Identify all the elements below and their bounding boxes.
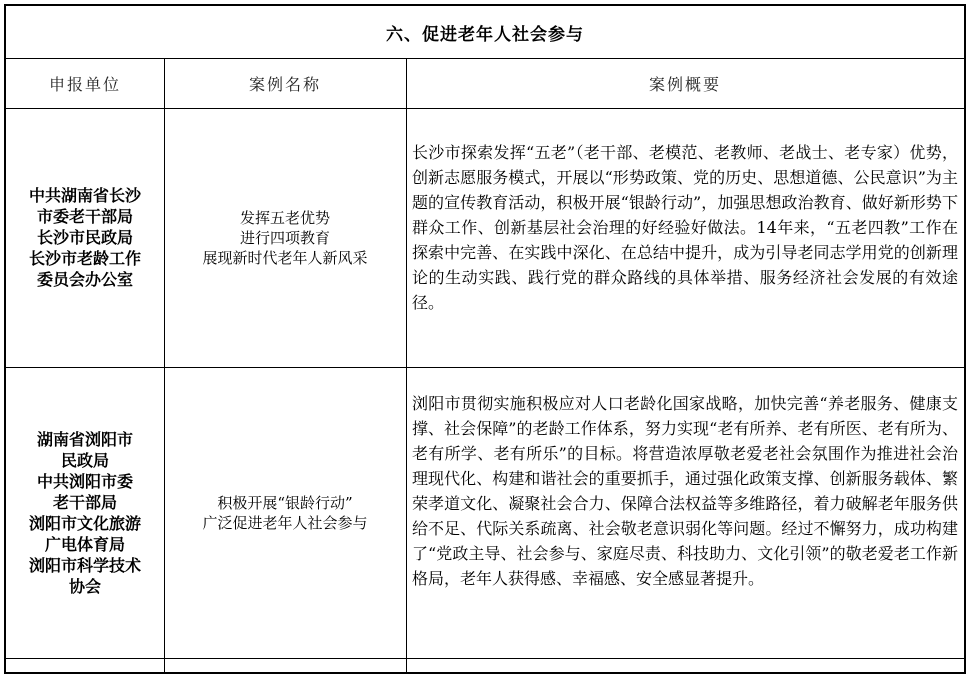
section-title: 六、促进老年人社会参与 [6, 6, 964, 59]
row-1-summary: 长沙市探索发挥“五老”（老干部、老模范、老教师、老战士、老专家）优势，创新志愿服务模式，开展以“形势政策、党的历史、思想道德、公民意识”为主题的宣传教育活动，积极开展“银龄行动”，加强思想政治教育、做好新形势下群众工作、创新基层社会治理的好经验好做法。14年来，“五老四教”工作在探索中完善、在实践中深化、在总结中提升，成为引导老同志学用党的创新理论的生动实践、践行党的群众路线的具体举措、服务经济社会发展的有效途径。 [412, 143, 958, 312]
row-1-case-name: 发挥五老优势 进行四项教育 展现新时代老年人新风采 [202, 208, 368, 267]
row-1-unit: 中共湖南省长沙 市委老干部局 长沙市民政局 长沙市老龄工作 委员会办公室 [28, 186, 141, 289]
header-unit: 申报单位 [48, 74, 121, 94]
row-divider [6, 658, 964, 659]
table-header [6, 58, 964, 109]
row-2-summary: 浏阳市贯彻实施积极应对人口老龄化国家战略，加快完善“养老服务、健康支撑、社会保障”的老龄工作体系，努力实现“老有所养、老有所医、老有所为、老有所学、老有所乐”的目标。将营造浓厚敬老爱老社会氛围作为推进社会治理现代化、构建和谐社会的重要抓手，通过强化政策支撑、创新服务载体、繁荣孝道文化、凝聚社会合力、保障合法权益等多维路径，着力破解老年服务供给不足、代际关系疏离、社会敬老意识弱化等问题。经过不懈努力，成功构建了“党政主导、社会参与、家庭尽责、科技助力、文化引领”的敬老爱老工作新格局，老年人获得感、幸福感、安全感显著提升。 [412, 394, 958, 588]
header-summary: 案例概要 [648, 74, 721, 94]
row-2-unit: 湖南省浏阳市 民政局 中共浏阳市委 老干部局 浏阳市文化旅游 广电体育局 浏阳市科学技术 协会 [28, 429, 141, 596]
header-case-name: 案例名称 [248, 74, 321, 94]
row-2-case-name: 积极开展“银龄行动” 广泛促进老年人社会参与 [202, 493, 368, 532]
case-table [4, 4, 966, 674]
